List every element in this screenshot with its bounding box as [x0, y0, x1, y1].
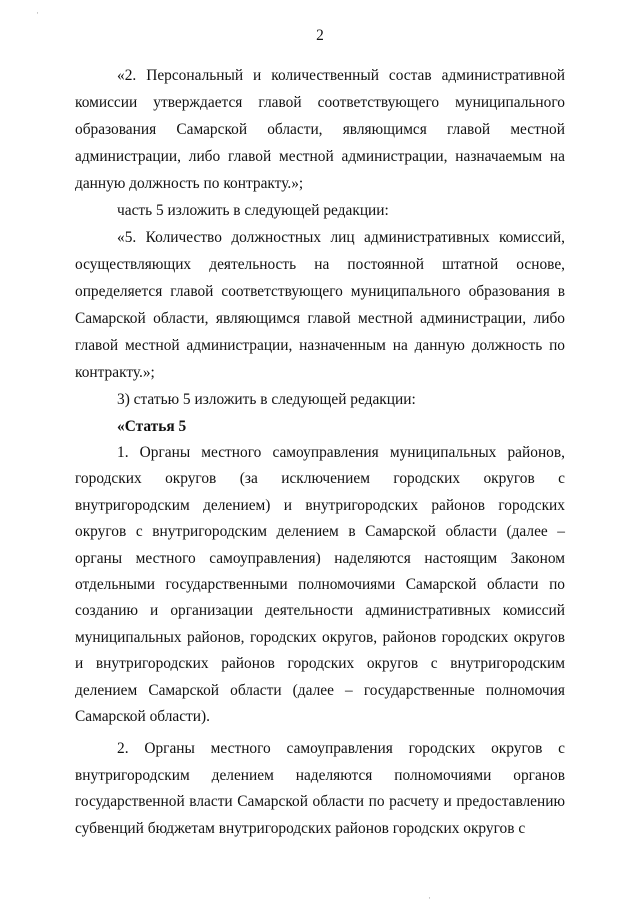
scan-mark: ·	[36, 8, 39, 18]
paragraph-article-5-item-1: 1. Органы местного самоуправления муниципальных районов, городских округов (за исключением городских округов с внутригородским делением) и внутригородских районов городских округов с внутригородским делением в Самарской области (далее – органы местного самоуправления) наделяются настоящим Законом отдельными государственными полномочиями Самарской области по созданию и организации деятельности административных комиссий муниципальных районов, городских округов, районов городских округов и внутригородских районов городских округов с внутригородским делением Самарской области (далее – государственные полномочия Самарской области).	[75, 444, 565, 726]
paragraph-article-5-instruction: 3) статью 5 изложить в следующей редакции:	[117, 391, 416, 408]
paragraph-composition: «2. Персональный и количественный состав административной комиссии утверждается главой соответствующего муниципального образования Самарской области, являющимся главой местной администрации, либо главой местной администрации, назначаемым на данную должность по контракту.»;	[75, 67, 565, 192]
paragraph-part-5-instruction: часть 5 изложить в следующей редакции:	[117, 202, 389, 219]
page-number: 2	[316, 27, 324, 44]
paragraph-officials-count: «5. Количество должностных лиц административных комиссий, осуществляющих деятельность на постоянной штатной основе, определяется главой соответствующего муниципального образования в Самарской области, являющимся главой местной администрации, либо главой местной администрации, назначенным на данную должность по контракту.»;	[75, 229, 565, 381]
paragraph-article-5-item-2: 2. Органы местного самоуправления городских округов с внутригородским делением наделяются полномочиями органов государственной власти Самарской области по расчету и предоставлению субвенций бюджетам внутригородских районов городских округов с	[75, 740, 565, 837]
article-heading: «Статья 5	[117, 418, 187, 435]
document-body	[75, 62, 565, 842]
scan-mark: ·	[428, 893, 431, 903]
